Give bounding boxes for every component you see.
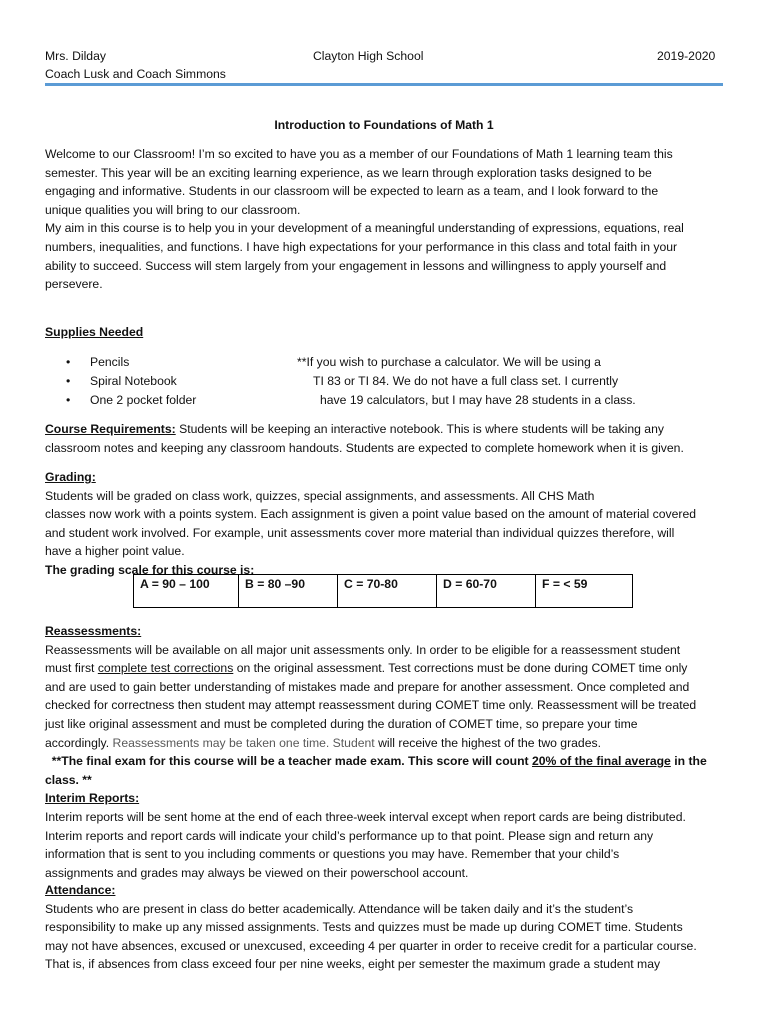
text-run: in the xyxy=(670,754,707,769)
intro-line: numbers, inequalities, and functions. I have high expectations for your performance in this class and total faith in your xyxy=(45,239,678,254)
bullet-icon: • xyxy=(66,374,71,388)
intro-line: semester. This year will be an exciting learning experience, as we learn through exploration tasks designed to be xyxy=(45,165,652,180)
course-requirements-text: Students will be keeping an interactive notebook. This is where students will be taking any xyxy=(175,422,664,436)
attendance-line: may not have absences, excused or unexcused, exceeding 4 per quarter in order to receive credit for a particular course. xyxy=(45,938,697,953)
table-row xyxy=(134,575,633,608)
calculator-note-line: have 19 calculators, but I may have 28 students in a class. xyxy=(320,393,636,407)
intro-line: persevere. xyxy=(45,277,103,292)
interim-line: Interim reports and report cards will indicate your child’s performance up to that point. Please sign and return any xyxy=(45,828,654,843)
interim-reports-heading: Interim Reports: xyxy=(45,791,140,806)
interim-line: information that is sent to you including comments or questions you may have. Remember that your child’s xyxy=(45,847,620,862)
supplies-heading xyxy=(45,323,725,342)
grade-cell: F = < 59 xyxy=(536,575,633,608)
attendance-line: That is, if absences from class exceed four per nine weeks, eight per semester the maximum grade a student may xyxy=(45,957,661,972)
course-requirements-line: classroom notes and keeping any classroom handouts. Students are expected to complete homework when it is given. xyxy=(45,440,684,455)
grading-line: Students will be graded on class work, quizzes, special assignments, and assessments. All CHS Math xyxy=(45,488,595,503)
supply-item xyxy=(66,353,129,372)
supply-item xyxy=(66,391,196,410)
grading-line: classes now work with a points system. Each assignment is given a point value based on the amount of material covered xyxy=(45,507,697,522)
grading-section xyxy=(45,468,725,580)
intro-line: ability to succeed. Success will stem largely from your engagement in lessons and willingness to apply yourself and xyxy=(45,258,667,273)
supply-item-label: One 2 pocket folder xyxy=(90,393,197,407)
final-exam-note xyxy=(45,752,725,771)
grading-scale-table xyxy=(133,574,633,608)
final-exam-note-end: class. ** xyxy=(45,772,92,787)
underlined-text: 20% of the final average xyxy=(531,754,671,769)
text-run: on the original assessment. Test corrections must be done during COMET time only xyxy=(233,661,688,676)
interim-line: Interim reports will be sent home at the end of each three-week interval except when report cards are being distributed. xyxy=(45,809,686,824)
interim-line: assignments and grades may always be viewed on their powerschool account. xyxy=(45,865,469,880)
coach-names: Coach Lusk and Coach Simmons xyxy=(45,67,226,81)
calculator-note-line: **If you wish to purchase a calculator. We will be using a xyxy=(297,355,601,369)
supply-item xyxy=(66,372,177,391)
bullet-icon: • xyxy=(66,393,71,407)
gray-text: Reassessments may be taken one time. Student xyxy=(112,735,375,750)
school-name: Clayton High School xyxy=(313,49,424,63)
supply-item-label: Spiral Notebook xyxy=(90,374,177,388)
reassessments-line: just like original assessment and must be completed during the duration of COMET time, so prepare your time xyxy=(45,716,638,731)
course-requirements-heading: Course Requirements: xyxy=(45,422,176,436)
text-run: **The final exam for this course will be a teacher made exam. This score will count xyxy=(45,754,532,769)
grade-cell: B = 80 –90 xyxy=(239,575,338,608)
grading-heading: Grading: xyxy=(45,470,96,484)
text-run: accordingly. xyxy=(45,735,113,750)
attendance-heading: Attendance: xyxy=(45,883,116,897)
reassessments-line xyxy=(45,659,725,678)
grading-scale-label: The grading scale for this course is: xyxy=(45,562,255,577)
reassessments-line: checked for correctness then student may attempt reassessment during COMET time only. Reassessment will be treated xyxy=(45,698,697,713)
reassessments-section xyxy=(45,622,725,882)
intro-line: unique qualities you will bring to our classroom. xyxy=(45,202,301,217)
course-requirements-section xyxy=(45,420,725,457)
intro-section xyxy=(45,145,725,294)
intro-line: My aim in this course is to help you in your development of a meaningful understanding of expressions, equations, real xyxy=(45,221,684,236)
underlined-text: complete test corrections xyxy=(97,661,234,676)
intro-line: engaging and informative. Students in our classroom will be expected to learn as a team, and I look forward to the xyxy=(45,184,659,199)
attendance-section xyxy=(45,881,725,974)
reassessments-line xyxy=(45,734,725,753)
text-run: will receive the highest of the two grades. xyxy=(374,735,601,750)
reassessments-line: and are used to gain better understanding of mistakes made and prepare for another assessment. Once completed and xyxy=(45,679,690,694)
grade-cell: A = 90 – 100 xyxy=(134,575,239,608)
grading-line: have a higher point value. xyxy=(45,544,185,559)
reassessments-line: Reassessments will be available on all major unit assessments only. In order to be eligible for a reassessment student xyxy=(45,642,681,657)
bullet-icon: • xyxy=(66,355,71,369)
teacher-name: Mrs. Dilday xyxy=(45,49,106,63)
attendance-line: Students who are present in class do better academically. Attendance will be taken daily and it’s the student’s xyxy=(45,901,634,916)
intro-line: Welcome to our Classroom! I’m so excited to have you as a member of our Foundations of Math 1 learning team this xyxy=(45,147,673,161)
supplies-heading-text: Supplies Needed xyxy=(45,325,144,339)
header-rule xyxy=(45,83,723,86)
reassessments-heading: Reassessments: xyxy=(45,624,142,638)
grade-cell: C = 70-80 xyxy=(338,575,437,608)
supply-item-label: Pencils xyxy=(90,355,130,369)
text-run: must first xyxy=(45,661,98,676)
grading-line: and student work involved. For example, unit assessments cover more material than individual quizzes therefore, will xyxy=(45,525,675,540)
document-title: Introduction to Foundations of Math 1 xyxy=(274,118,494,132)
grade-cell: D = 60-70 xyxy=(437,575,536,608)
course-requirements-line xyxy=(45,420,725,439)
school-year: 2019-2020 xyxy=(657,49,716,63)
calculator-note-line: TI 83 or TI 84. We do not have a full class set. I currently xyxy=(313,374,619,388)
attendance-line: responsibility to make up any missed assignments. Tests and quizzes must be made up during COMET time. Students xyxy=(45,920,683,935)
